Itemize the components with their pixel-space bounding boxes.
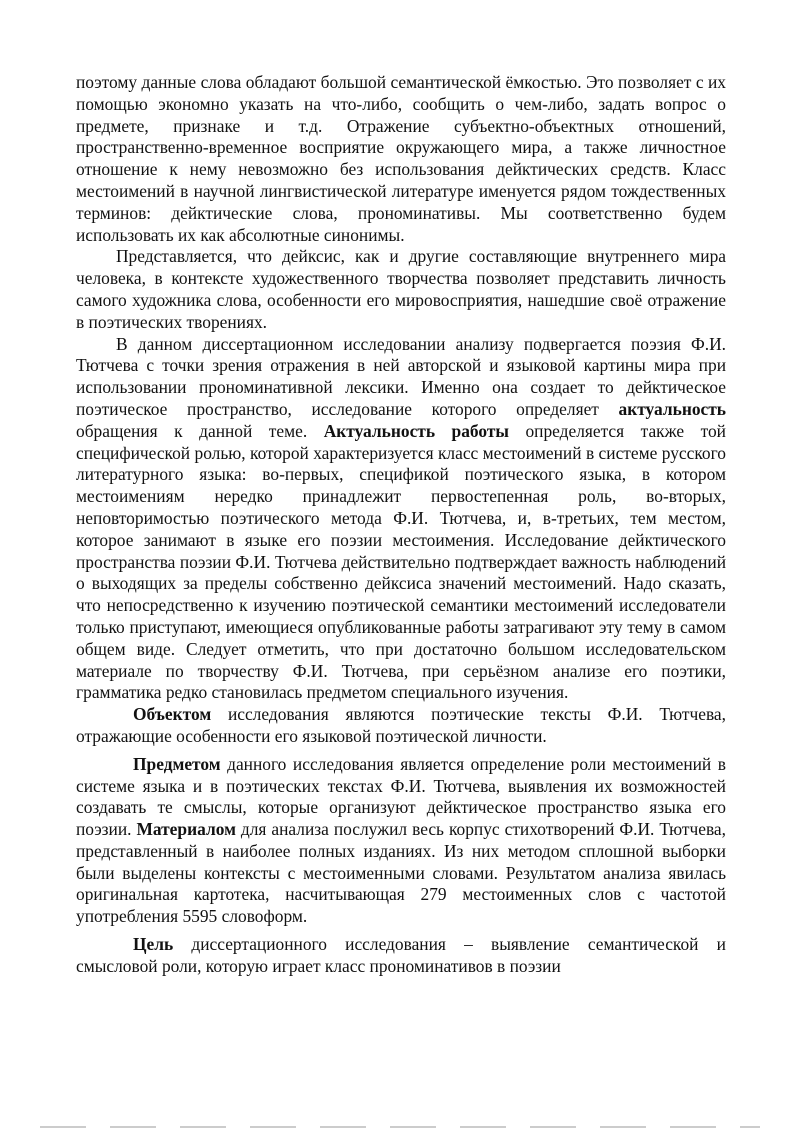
paragraph-3 [76,334,726,705]
paragraph-object-text: исследования являются поэтические тексты Ф.И. Тютчева, отражающие особенности его языковой поэтической личности. [76,704,726,746]
paragraph-goal [76,934,726,978]
term-relevance: актуальность [618,398,726,419]
paragraph-1-text: поэтому данные слова обладают большой семантической ёмкостью. Это позволяет с их помощью экономно указать на что-либо, сообщить о чем-либо, задать вопрос о предмете, признаке и т.д. Отражение субъектно-объектных отношений, пространственно-временное восприятие окружающего мира, а также личностное отношение к нему невозможно без использования дейктических средств. Класс местоимений в научной лингвистической литературе именуется рядом тождественных терминов: дейктические слова, прономинативы. Мы соответственно будем использовать их как абсолютные синонимы. [76,72,726,245]
paragraph-3-text-a: В данном диссертационном исследовании анализу подвергается поэзия Ф.И. Тютчева с точки зрения отражения в ней авторской и языковой картины мира при использовании прономинативной лексики. Именно она создает то дейктическое поэтическое пространство, исследование которого определяет [76,333,726,419]
paragraph-subject-text-b: для анализа послужил весь корпус стихотворений Ф.И. Тютчева, представленный в наиболее полных изданиях. Из них методом сплошной выборки были выделены контексты с местоименными словами. Результатом анализа явилась оригинальная картотека, насчитывающая 279 местоименных слов с частотой употребления 5595 словоформ. [76,819,727,927]
term-object: Объектом [133,704,212,725]
bottom-edge-artifact [40,1126,760,1128]
paragraph-1 [76,72,726,246]
term-relevance-of-work: Актуальность работы [323,420,509,441]
paragraph-goal-text: диссертационного исследования – выявление семантической и смысловой роли, которую играет класс прономинативов в поэзии [76,934,726,976]
paragraph-2 [76,246,726,333]
paragraph-3-text-b: обращения к данной теме. [76,420,324,441]
term-subject: Предметом [133,753,221,774]
paragraph-3-text-c: определяется также той специфической ролью, которой характеризуется класс местоимений в системе русского литературного языка: во-первых, спецификой поэтического языка, в котором местоимениям нередко принадлежит первостепенная роль, во-вторых, неповторимостью поэтического метода Ф.И. Тютчева, и, в-третьих, тем местом, которое занимают в языке его поэзии местоимения. Исследование дейктического пространства поэзии Ф.И. Тютчева действительно подтверждает важность наблюдений о выходящих за пределы собственно дейксиса значений местоимений. Надо сказать, что непосредственно к изучению поэтической семантики местоимений исследователи только приступают, имеющиеся опубликованные работы затрагивают эту тему в самом общем виде. Следует отметить, что при достаточно большом исследовательском материале по творчеству Ф.И. Тютчева, при серьёзном анализе его поэтики, грамматика редко становилась предметом специального изучения. [76,420,726,703]
paragraph-2-text: Представляется, что дейксис, как и другие составляющие внутреннего мира человека, в контексте художественного творчества позволяет представить личность самого художника слова, особенности его мировосприятия, нашедшие своё отражение в поэтических творениях. [76,246,726,332]
paragraph-object [76,704,726,748]
term-material: Материалом [136,819,236,840]
body-text [76,72,726,978]
paragraph-subject [76,754,726,928]
paragraph-subject-text-a: данного исследования является определение роли местоимений в системе языка и в поэтических текстах Ф.И. Тютчева, выявления их возможностей создавать те смыслы, которые организуют дейктическое пространство языка его поэзии. [76,753,726,840]
term-goal: Цель [133,934,174,955]
